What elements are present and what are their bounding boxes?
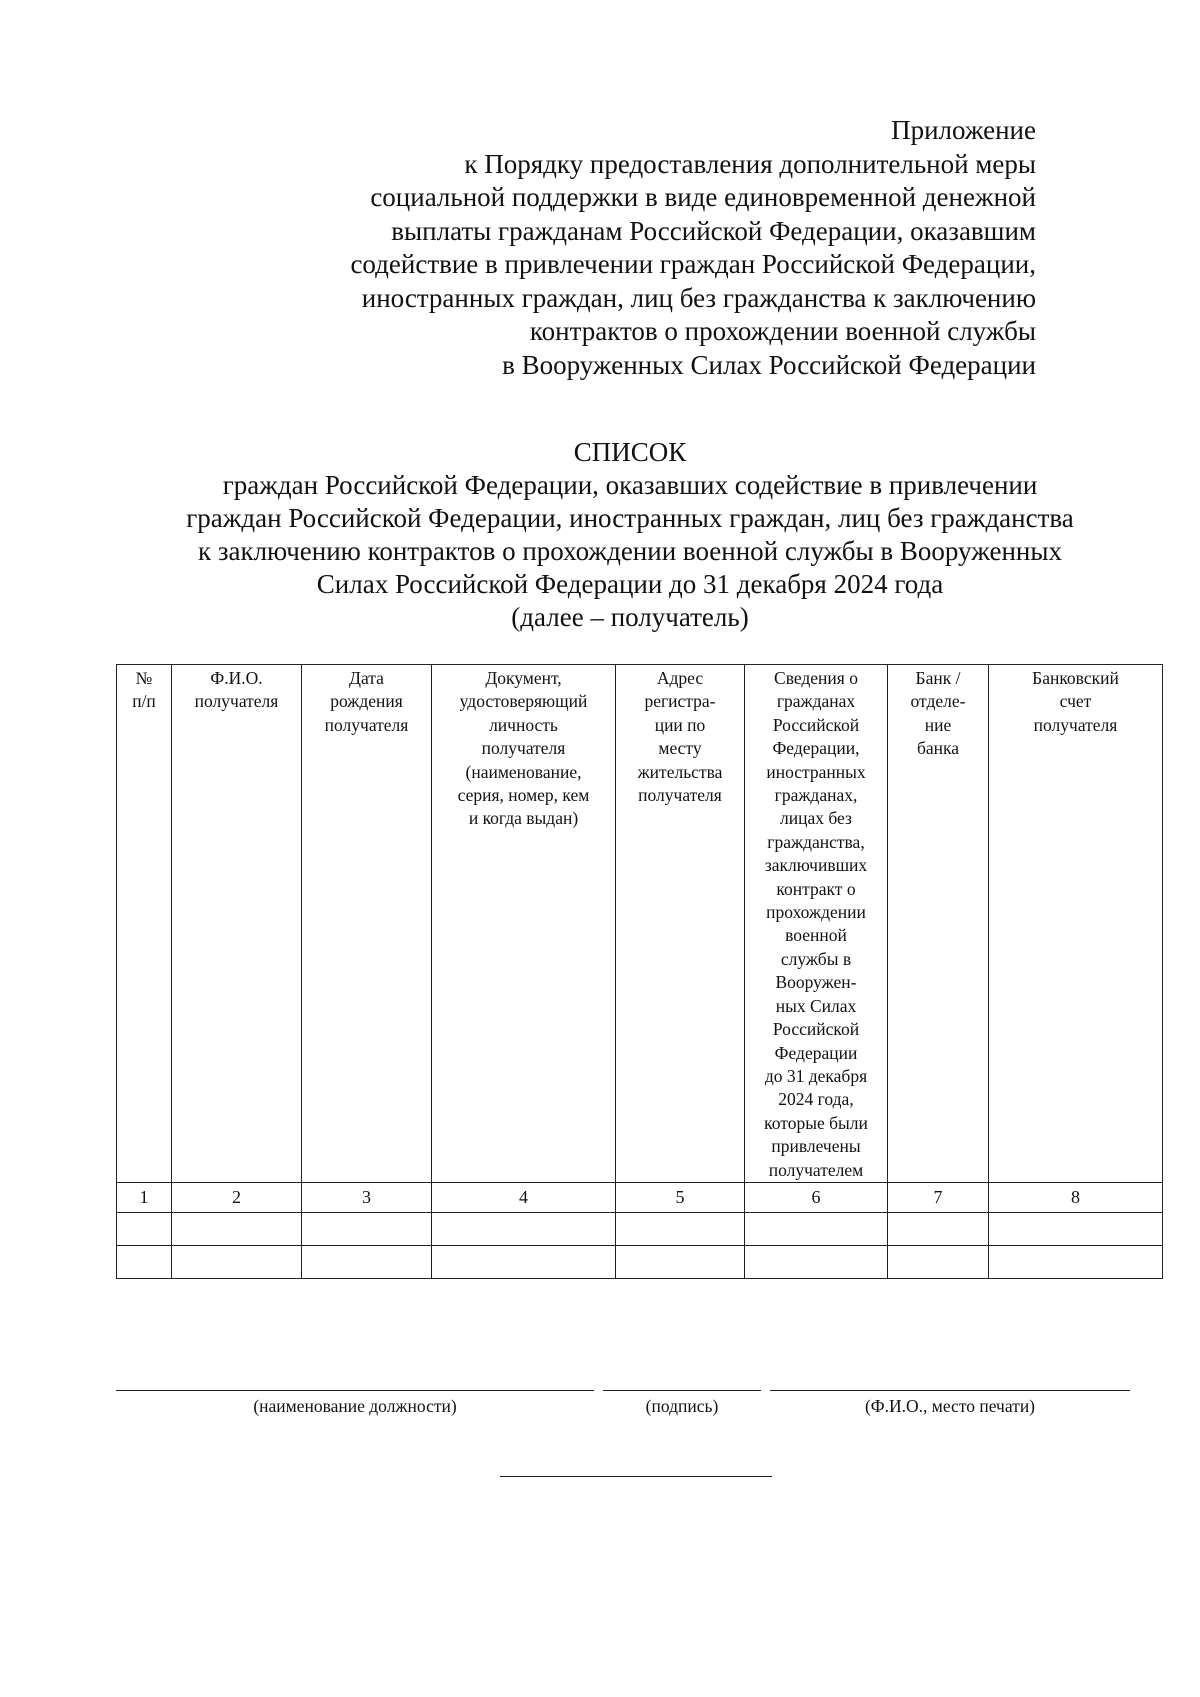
empty-cell bbox=[117, 1212, 172, 1245]
header-text-line: ции по bbox=[654, 714, 706, 735]
header-text-line: получателя bbox=[481, 738, 566, 759]
empty-cell bbox=[745, 1245, 888, 1278]
header-text-line: Дата bbox=[349, 668, 384, 688]
empty-cell bbox=[616, 1245, 745, 1278]
appendix-block bbox=[316, 114, 1036, 382]
column-number: 4 bbox=[432, 1182, 616, 1212]
header-cell bbox=[432, 665, 616, 1183]
empty-cell bbox=[172, 1212, 302, 1245]
appendix-line: выплаты гражданам Российской Федерации, оказавшим bbox=[391, 215, 1036, 246]
appendix-line: контрактов о прохождении военной службы bbox=[529, 316, 1036, 346]
empty-row bbox=[117, 1245, 1163, 1278]
empty-cell bbox=[432, 1245, 616, 1278]
table-header-row bbox=[117, 665, 1163, 1183]
appendix-line: содействие в привлечении граждан Российской Федерации, bbox=[350, 249, 1036, 279]
column-number: 3 bbox=[302, 1182, 432, 1212]
header-text-line: заключивших bbox=[764, 855, 868, 876]
header-text-line: военной bbox=[785, 925, 847, 946]
header-text-line: иностранных bbox=[766, 761, 866, 782]
header-cell bbox=[745, 665, 888, 1183]
empty-cell bbox=[302, 1245, 432, 1278]
empty-cell bbox=[117, 1245, 172, 1278]
name-label: (Ф.И.О., место печати) bbox=[864, 1396, 1036, 1416]
header-text-line: службы в bbox=[780, 948, 852, 969]
header-text-line: жительства bbox=[637, 761, 723, 782]
empty-cell bbox=[888, 1245, 989, 1278]
header-cell bbox=[302, 665, 432, 1183]
empty-cell bbox=[989, 1245, 1163, 1278]
position-label: (наименование должности) bbox=[253, 1396, 457, 1416]
header-text-line: Федерации bbox=[774, 1042, 858, 1063]
empty-cell bbox=[302, 1212, 432, 1245]
empty-cell bbox=[616, 1212, 745, 1245]
header-text-line: удостоверяющий bbox=[459, 691, 588, 712]
name-signature-line bbox=[770, 1390, 1130, 1391]
header-text-line: контракт о bbox=[776, 878, 856, 899]
header-text-line: регистра- bbox=[644, 691, 716, 712]
header-text-line: Сведения о bbox=[774, 668, 858, 688]
header-cell bbox=[888, 665, 989, 1183]
header-text-line: рождения bbox=[330, 691, 403, 712]
header-text-line: получателя bbox=[194, 691, 279, 712]
column-number: 7 bbox=[888, 1182, 989, 1212]
header-text-line: Российской bbox=[772, 1019, 860, 1040]
header-text-line: 2024 года, bbox=[778, 1089, 854, 1110]
header-text-line: Банковский bbox=[1032, 668, 1119, 688]
header-cell bbox=[117, 665, 172, 1183]
empty-cell bbox=[989, 1212, 1163, 1245]
header-text-line: п/п bbox=[132, 691, 156, 712]
header-text-line: Федерации, bbox=[772, 738, 860, 759]
title-line: граждан Российской Федерации, оказавших содействие в привлечении bbox=[222, 470, 1038, 500]
empty-cell bbox=[172, 1245, 302, 1278]
column-number: 2 bbox=[172, 1182, 302, 1212]
appendix-line: к Порядку предоставления дополнительной меры bbox=[464, 148, 1036, 179]
header-text-line: получателем bbox=[768, 1159, 864, 1180]
appendix-line: Приложение bbox=[891, 115, 1036, 145]
header-text-line: получателя bbox=[1033, 714, 1118, 735]
title-line: Силах Российской Федерации до 31 декабря 2024 года bbox=[316, 569, 944, 599]
header-cell bbox=[989, 665, 1163, 1183]
document-title bbox=[110, 436, 1150, 634]
header-text-line: ние bbox=[924, 714, 952, 735]
empty-cell bbox=[745, 1212, 888, 1245]
header-text-line: до 31 декабря bbox=[764, 1065, 868, 1086]
header-text-line: счет bbox=[1059, 691, 1092, 712]
header-text-line: и когда выдан) bbox=[468, 808, 579, 829]
header-cell bbox=[172, 665, 302, 1183]
header-text-line: прохождении bbox=[766, 902, 866, 923]
header-text-line: которые были bbox=[764, 1112, 868, 1133]
header-cell bbox=[616, 665, 745, 1183]
title-heading: СПИСОК bbox=[573, 437, 687, 467]
signature-line bbox=[603, 1390, 761, 1391]
signature-label: (подпись) bbox=[645, 1396, 719, 1416]
header-text-line: Российской bbox=[772, 714, 860, 735]
header-text-line: Вооружен- bbox=[775, 972, 857, 993]
column-number: 1 bbox=[117, 1182, 172, 1212]
header-text-line: отделе- bbox=[910, 691, 966, 712]
header-text-line: гражданства, bbox=[767, 831, 865, 852]
recipients-table bbox=[116, 664, 1163, 1279]
title-line: (далее – получатель) bbox=[511, 602, 749, 632]
position-signature-line bbox=[116, 1390, 594, 1391]
end-line bbox=[500, 1476, 772, 1477]
appendix-line: иностранных граждан, лиц без гражданства к заключению bbox=[361, 282, 1036, 313]
empty-row bbox=[117, 1212, 1163, 1245]
header-text-line: Ф.И.О. bbox=[210, 668, 263, 688]
header-text-line: гражданах, bbox=[774, 785, 858, 806]
column-number-row bbox=[117, 1182, 1163, 1212]
header-text-line: серия, номер, кем bbox=[457, 785, 590, 806]
appendix-line: социальной поддержки в виде единовременной денежной bbox=[370, 182, 1036, 212]
header-text-line: привлечены bbox=[771, 1136, 861, 1157]
appendix-line: в Вооруженных Силах Российской Федерации bbox=[502, 349, 1036, 380]
header-text-line: Адрес bbox=[656, 668, 704, 688]
header-text-line: гражданах bbox=[776, 691, 856, 712]
empty-cell bbox=[888, 1212, 989, 1245]
column-number: 5 bbox=[616, 1182, 745, 1212]
header-text-line: (наименование, bbox=[465, 761, 582, 782]
header-text-line: банка bbox=[916, 738, 960, 759]
empty-cell bbox=[432, 1212, 616, 1245]
header-text-line: получателя bbox=[638, 785, 722, 806]
header-text-line: № bbox=[135, 668, 153, 688]
column-number: 6 bbox=[745, 1182, 888, 1212]
column-number: 8 bbox=[989, 1182, 1163, 1212]
header-text-line: получателя bbox=[324, 714, 409, 735]
header-text-line: Банк / bbox=[915, 668, 961, 688]
title-line: к заключению контрактов о прохождении военной службы в Вооруженных bbox=[197, 536, 1063, 566]
header-text-line: Документ, bbox=[485, 668, 562, 688]
header-text-line: личность bbox=[489, 714, 558, 735]
header-text-line: ных Силах bbox=[775, 995, 857, 1016]
title-line: граждан Российской Федерации, иностранных граждан, лиц без гражданства bbox=[186, 503, 1074, 533]
header-text-line: лицах без bbox=[780, 808, 852, 829]
header-text-line: месту bbox=[658, 738, 702, 759]
